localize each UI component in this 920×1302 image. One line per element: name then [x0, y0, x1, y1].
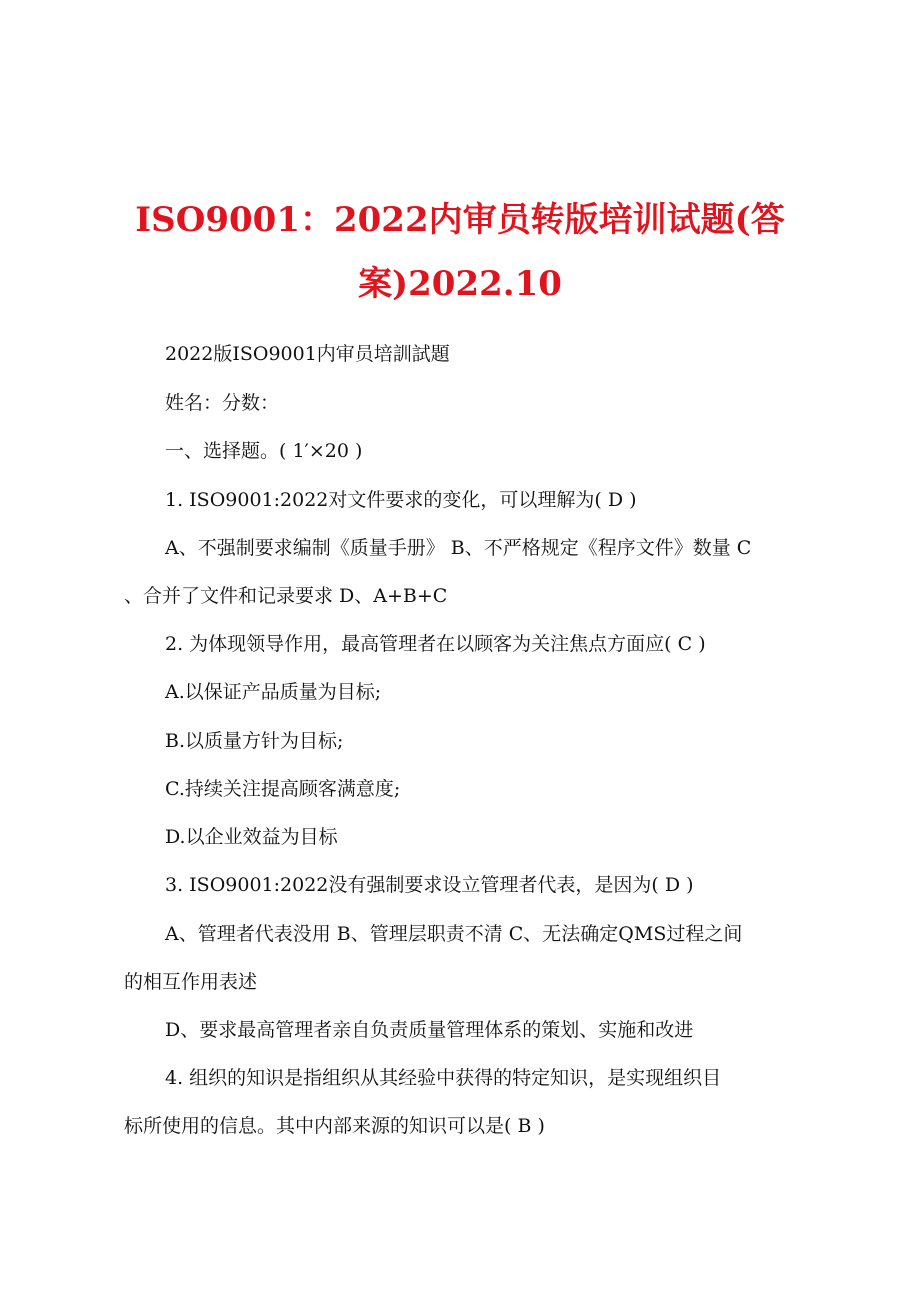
name-score-line: 姓名：分数： — [165, 392, 280, 414]
question-3-options: A、管理者代表没用 B、管理层职责不清 C、无法确定QMS过程之间 — [165, 923, 743, 945]
document-title — [120, 188, 800, 316]
question-3-option-d: D、要求最高管理者亲自负责质量管理体系的策划、实施和改进 — [165, 1019, 694, 1041]
question-2: 2. 为体现领导作用，最高管理者在以顾客为关注焦点方面应( C ) — [165, 633, 706, 655]
section-heading: 一、选择题。( 1′×20 ) — [165, 440, 363, 462]
question-1-options-cont: 、合并了文件和记录要求 D、A+B+C — [124, 585, 448, 607]
question-4: 4. 组织的知识是指组织从其经验中获得的特定知识，是实现组织目 — [165, 1067, 722, 1089]
question-1-options: A、不强制要求编制《质量手册》 B、不严格规定《程序文件》数量 C — [165, 537, 752, 559]
exam-subtitle: 2022版ISO9001内审员培訓試題 — [165, 343, 450, 365]
question-3-options-cont: 的相互作用表述 — [124, 971, 258, 993]
question-2-option-d: D.以企业效益为目标 — [165, 826, 338, 848]
question-3: 3. ISO9001:2022没有强制要求设立管理者代表，是因为( D ) — [165, 874, 694, 896]
title-line-1: ISO9001：2022内审员转版培训试题(答 — [135, 200, 785, 240]
title-line-2: 案)2022.10 — [358, 264, 562, 304]
question-2-option-a: A.以保证产品质量为目标; — [165, 681, 382, 703]
question-4-cont: 标所使用的信息。其中内部来源的知识可以是( B ) — [124, 1115, 545, 1137]
question-1: 1. ISO9001:2022对文件要求的变化，可以理解为( D ) — [165, 489, 637, 511]
question-2-option-b: B.以质量方针为目标; — [165, 730, 344, 752]
question-2-option-c: C.持续关注提高顾客满意度; — [165, 778, 401, 800]
